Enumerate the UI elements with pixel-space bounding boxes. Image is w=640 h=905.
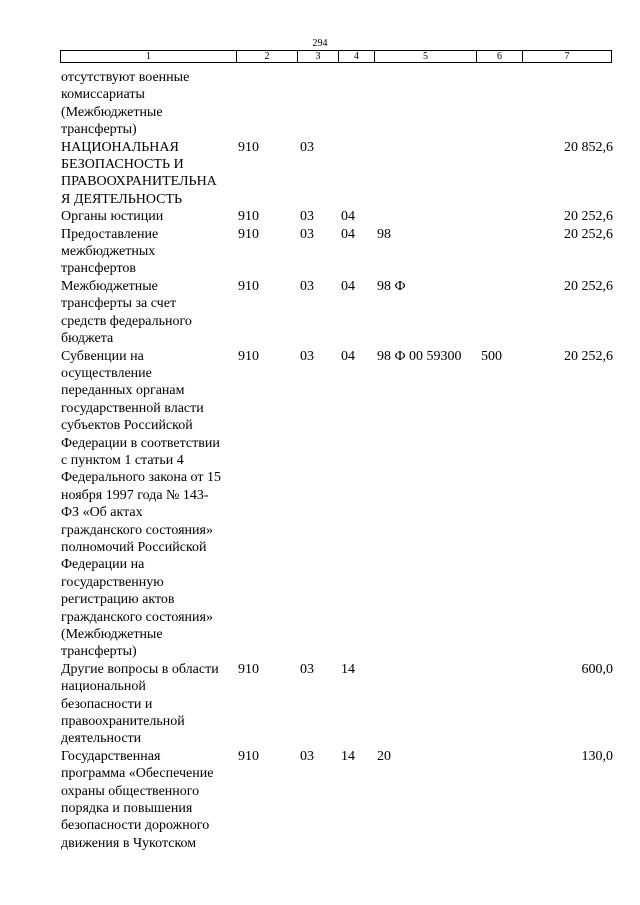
header-col-2: 2 [237,51,298,63]
row-name-line: государственной власти [61,400,204,416]
row-name [60,208,238,225]
table-row [60,348,613,661]
cell-vr [481,208,531,225]
header-col-1: 1 [61,51,237,63]
row-name [60,278,238,348]
cell-grbs: 910 [238,226,259,242]
row-name-line: Предоставление [61,226,159,242]
row-name-line: отсутствуют военные [61,70,190,85]
row-name-line: гражданского состояния» [61,609,213,625]
row-name-line: программа «Обеспечение [61,766,214,782]
cell-csr [377,139,481,209]
cell-rz: 03 [300,748,314,764]
header-col-5: 5 [375,51,477,63]
table-row [60,69,613,139]
row-name-line: трансферты за счет [61,296,177,312]
cell-rz: 03 [300,348,314,364]
cell-sum: 600,0 [581,661,613,677]
cell-sum: 20 252,6 [564,209,613,225]
row-name-line: безопасности и [61,696,153,712]
row-name-line: Органы юстиции [61,209,164,225]
cell-sum: 20 252,6 [564,226,613,242]
row-name-line: деятельности [61,731,142,747]
cell-vr [481,661,531,748]
cell-sum [531,69,613,139]
column-header-row [60,50,612,63]
row-name-line: субъектов Российской [61,418,193,434]
cell-grbs: 910 [238,348,259,364]
row-name-line: национальной [61,679,146,695]
table-row [60,661,613,748]
cell-rz [300,69,341,139]
cell-sum: 20 852,6 [564,139,613,155]
cell-sum: 130,0 [581,748,613,764]
row-name-line: Федерации на [61,557,145,573]
row-name-line: Федерального закона от 15 [61,470,221,486]
row-name-line: порядка и повышения [61,801,193,817]
row-name-line: комиссариаты [61,87,145,103]
cell-vr [481,226,531,278]
cell-rz: 03 [300,209,314,225]
cell-csr [377,208,481,225]
header-col-3: 3 [298,51,339,63]
cell-grbs: 910 [238,139,259,155]
row-name-line: НАЦИОНАЛЬНАЯ [61,139,179,155]
cell-rz: 03 [300,139,314,155]
cell-vr [481,278,531,348]
row-name-line: Я ДЕЯТЕЛЬНОСТЬ [61,191,183,207]
row-name-line: бюджета [61,331,114,347]
row-name-line: гражданского состояния» [61,522,213,538]
row-name-line: трансферты) [61,644,137,660]
cell-csr: 98 [377,226,391,242]
row-name [60,226,238,278]
cell-sum: 20 252,6 [564,348,613,364]
cell-vr [481,748,531,852]
cell-pr: 04 [341,209,355,225]
cell-csr [377,661,481,748]
cell-sum: 20 252,6 [564,278,613,294]
budget-table-body [60,69,613,852]
row-name-line: трансфертов [61,261,137,277]
row-name-line: регистрацию актов [61,592,175,608]
row-name [60,748,238,852]
table-row [60,748,613,852]
row-name-line: осуществление [61,365,152,381]
row-name-line: полномочий Российской [61,539,207,555]
row-name-line: межбюджетных [61,244,156,260]
cell-rz: 03 [300,661,314,677]
cell-pr: 04 [341,278,355,294]
row-name-line: (Межбюджетные [61,627,163,642]
row-name [60,69,238,139]
cell-grbs: 910 [238,209,259,225]
cell-pr: 04 [341,348,355,364]
row-name-line: с пунктом 1 статьи 4 [61,452,184,468]
cell-rz: 03 [300,278,314,294]
cell-csr: 20 [377,748,391,764]
row-name-line: трансферты) [61,122,137,138]
table-row [60,139,613,209]
row-name-line: переданных органам [61,383,185,399]
row-name-line: Другие вопросы в области [61,661,219,677]
row-name-line: ПРАВООХРАНИТЕЛЬНА [61,174,217,190]
row-name-line: государственную [61,574,164,590]
table-row [60,208,613,225]
cell-grbs: 910 [238,661,259,677]
row-name-line: движения в Чукотском [61,835,197,851]
row-name-line: ноября 1997 года № 143- [61,487,209,503]
table-row [60,278,613,348]
header-col-7: 7 [523,51,612,63]
row-name-line: средств федерального [61,313,192,329]
cell-pr: 04 [341,226,355,242]
cell-csr [377,69,481,139]
cell-vr [481,139,531,209]
cell-pr: 14 [341,661,355,677]
cell-vr [481,69,531,139]
cell-grbs: 910 [238,278,259,294]
row-name-line: ФЗ «Об актах [61,505,143,521]
row-name-line: безопасности дорожного [61,818,210,834]
cell-pr [341,69,377,139]
row-name-line: охраны общественного [61,783,200,799]
row-name [60,348,238,661]
cell-pr: 14 [341,748,355,764]
header-col-4: 4 [339,51,375,63]
row-name-line: Федерации в соответствии [61,435,220,451]
cell-vr: 500 [481,348,502,364]
row-name-line: Субвенции на [61,348,144,364]
cell-pr [341,139,377,209]
cell-rz: 03 [300,226,314,242]
row-name [60,661,238,748]
row-name-line: правоохранительной [61,714,185,730]
table-row [60,226,613,278]
row-name-line: (Межбюджетные [61,104,163,120]
cell-csr: 98 Ф 00 59300 [377,348,462,364]
row-name-line: Государственная [61,748,161,764]
cell-grbs [238,69,300,139]
row-name [60,139,238,209]
row-name-line: БЕЗОПАСНОСТЬ И [61,157,184,173]
cell-grbs: 910 [238,748,259,764]
cell-csr: 98 Ф [377,278,406,294]
header-col-6: 6 [477,51,523,63]
page-number: 294 [312,38,328,49]
row-name-line: Межбюджетные [61,278,158,294]
